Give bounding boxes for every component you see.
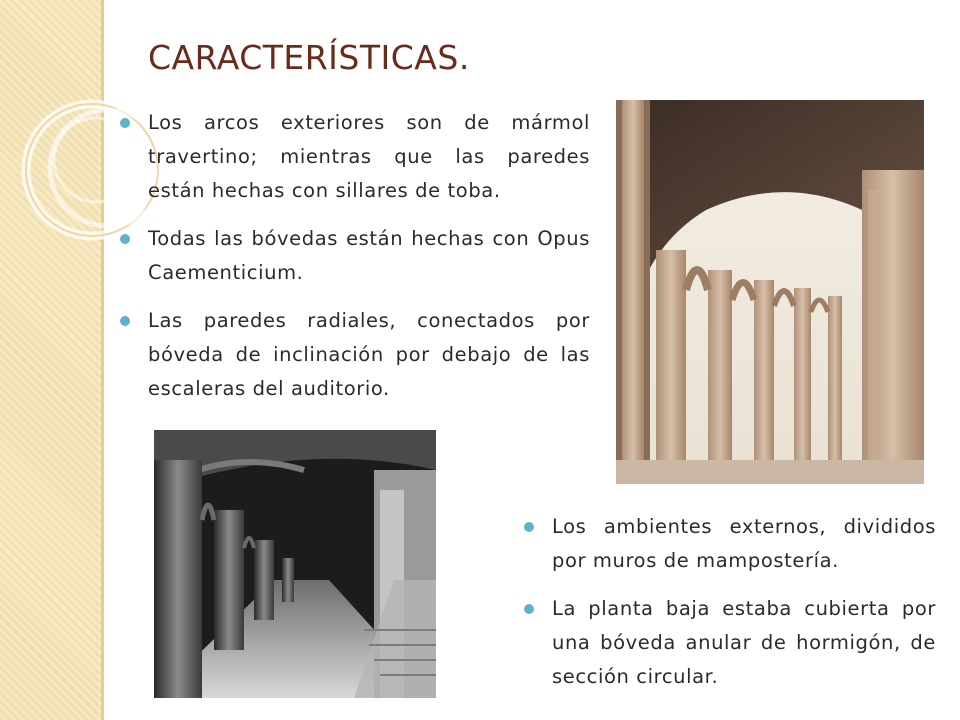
corridor-photo (154, 430, 436, 698)
slide-title: CARACTERÍSTICAS. (148, 38, 470, 77)
bottom-bullet-list (524, 510, 936, 708)
arcade-photo (616, 100, 924, 484)
bullet-text: Todas las bóvedas están hechas con Opus Caementicium. (148, 227, 590, 284)
list-item (524, 592, 936, 694)
list-item (120, 304, 590, 406)
bullet-text: Los ambientes externos, divididos por muros de mampostería. (552, 515, 936, 572)
bullet-text: Las paredes radiales, conectados por bóveda de inclinación por debajo de las escaleras del auditorio. (148, 309, 590, 400)
list-item (524, 510, 936, 578)
bullet-dot-icon (120, 316, 130, 326)
list-item (120, 222, 590, 290)
bullet-dot-icon (120, 234, 130, 244)
top-bullet-list (120, 106, 590, 420)
arcade-photo-image (616, 100, 924, 484)
bullet-dot-icon (120, 118, 130, 128)
bullet-text: Los arcos exteriores son de mármol travertino; mientras que las paredes están hechas con sillares de toba. (148, 111, 590, 202)
bullet-dot-icon (524, 604, 534, 614)
list-item (120, 106, 590, 208)
bullet-dot-icon (524, 522, 534, 532)
bullet-text: La planta baja estaba cubierta por una bóveda anular de hormigón, de sección circular. (552, 597, 936, 688)
corridor-photo-image (154, 430, 436, 698)
